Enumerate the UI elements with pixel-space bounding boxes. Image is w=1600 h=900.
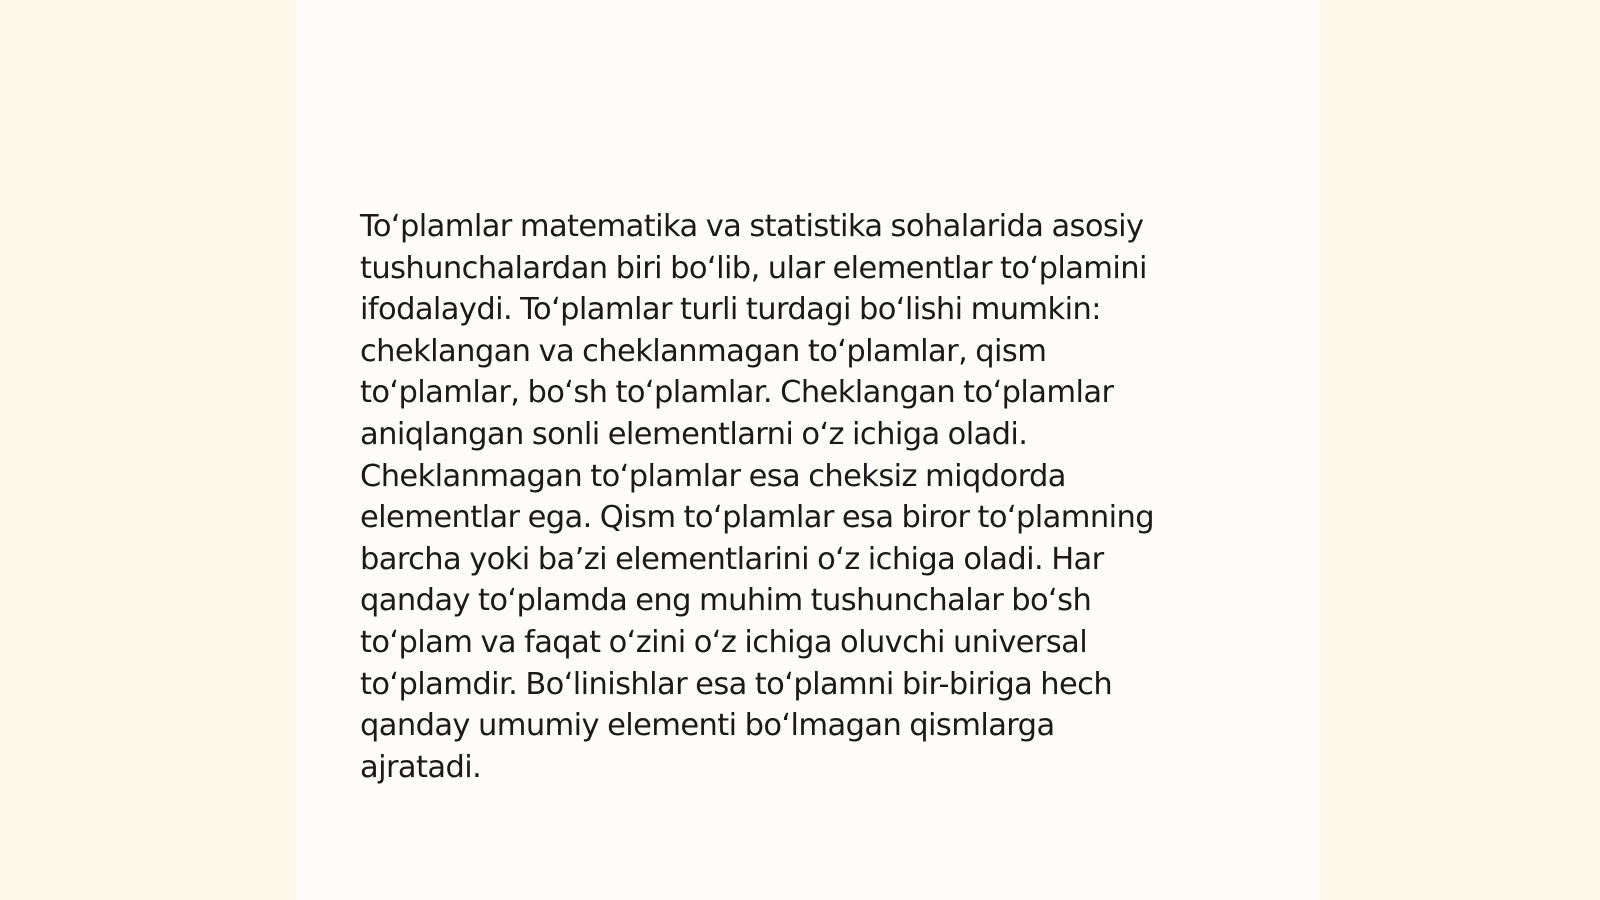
paragraph-line: qanday to‘plamda eng muhim tushunchalar bo‘sh [360,583,1092,619]
paragraph-line: barcha yoki ba’zi elementlarini o‘z ichiga oladi. Har [360,541,1104,577]
document-page [296,0,1320,900]
paragraph-line: tushunchalardan biri bo‘lib, ular elementlar to‘plamini [360,250,1147,286]
paragraph-line: To‘plamlar matematika va statistika sohalarida asosiy [360,209,1144,244]
paragraph-line: to‘plamlar, bo‘sh to‘plamlar. Cheklangan to‘plamlar [360,375,1114,411]
body-paragraph [360,206,1260,788]
paragraph-line: elementlar ega. Qism to‘plamlar esa biror to‘plamning [360,500,1154,536]
paragraph-line: to‘plam va faqat o‘zini o‘z ichiga oluvchi universal [360,624,1088,660]
paragraph-line: qanday umumiy elementi bo‘lmagan qismlarga [360,708,1055,744]
paragraph-line: ifodalaydi. To‘plamlar turli turdagi bo‘lishi mumkin: [360,292,1101,328]
paragraph-line: Cheklanmagan to‘plamlar esa cheksiz miqdorda [360,458,1066,494]
paragraph-line: ajratadi. [360,749,482,785]
paragraph-line: to‘plamdir. Bo‘linishlar esa to‘plamni bir-biriga hech [360,666,1113,702]
paragraph-line: cheklangan va cheklanmagan to‘plamlar, qism [360,333,1047,369]
paragraph-line: aniqlangan sonli elementlarni o‘z ichiga oladi. [360,416,1028,452]
